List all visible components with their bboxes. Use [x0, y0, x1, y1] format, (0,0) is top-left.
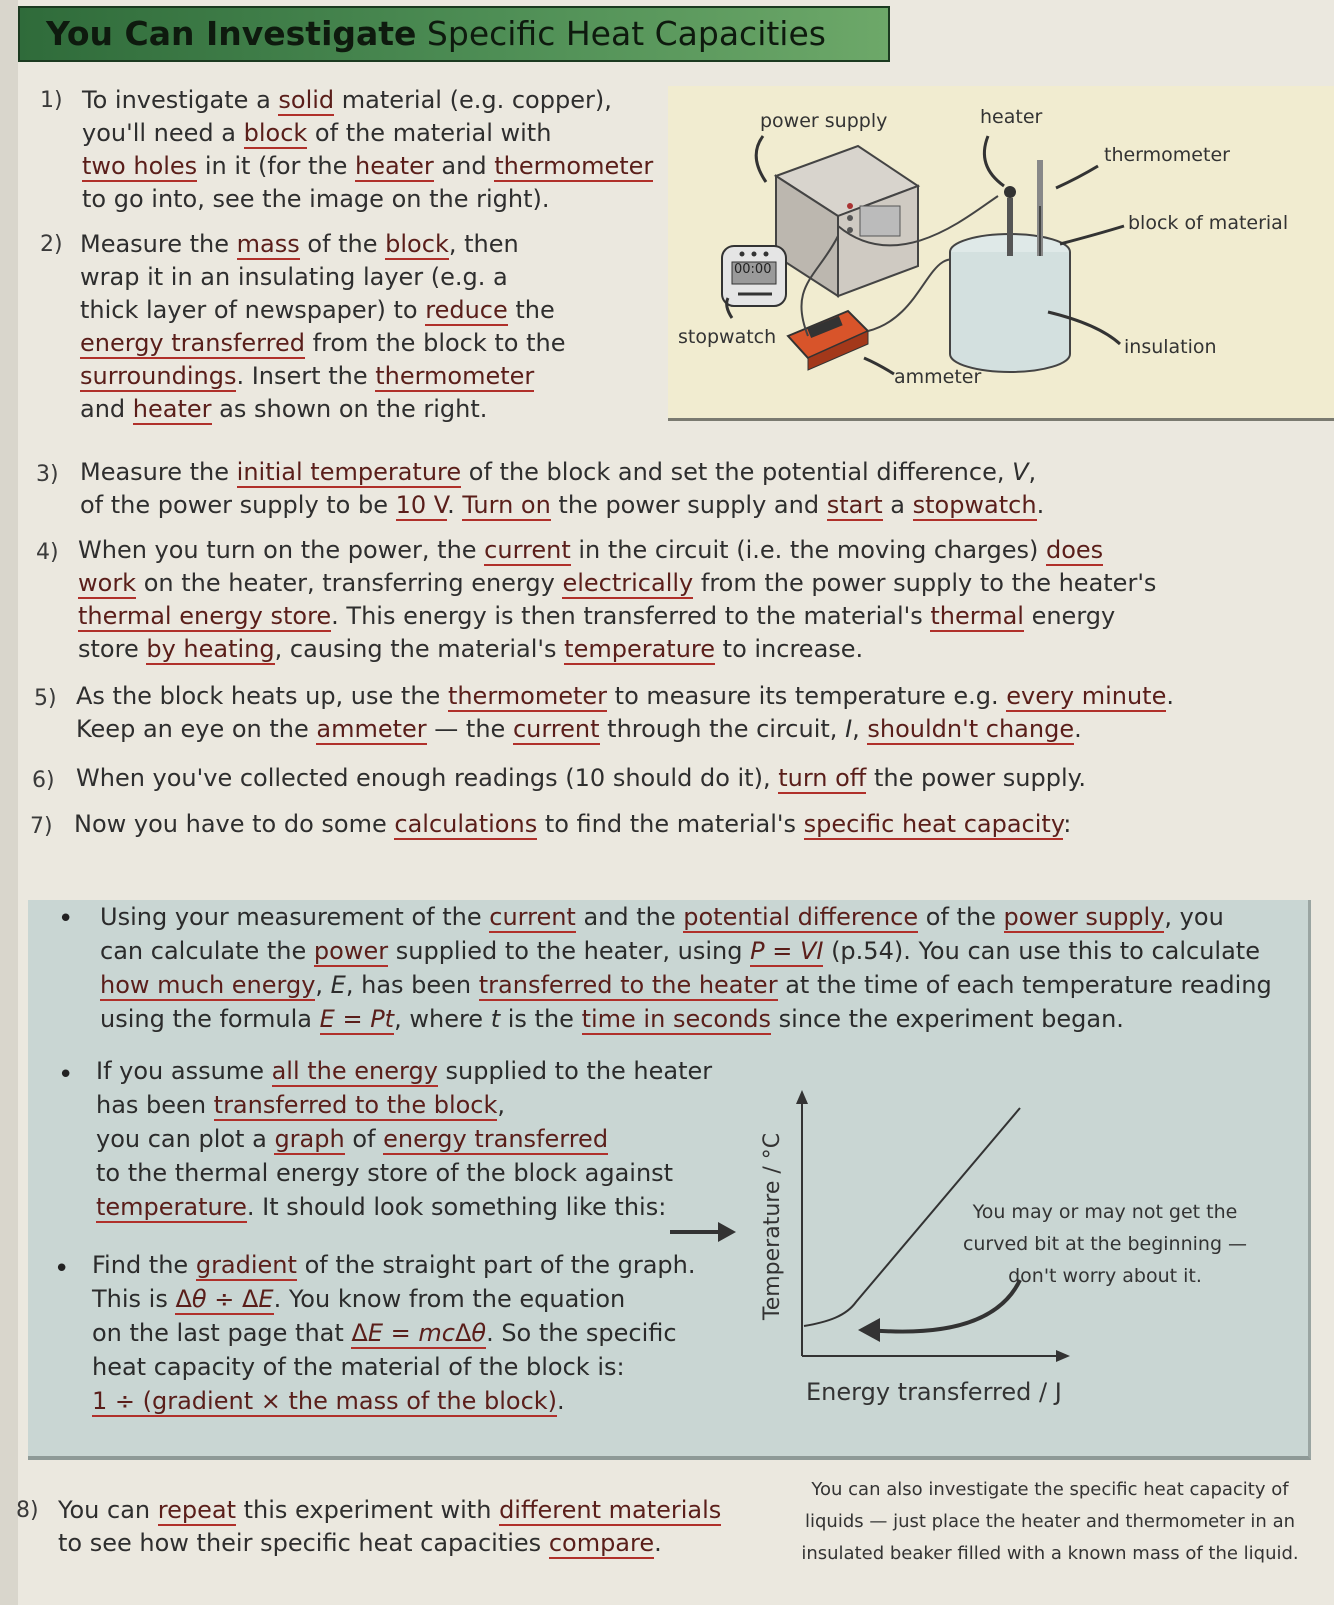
text-line: wrap it in an insulating layer (e.g. a	[80, 263, 508, 291]
bullet-1: •	[58, 904, 74, 934]
text-line: to see how their specific heat capacities compare.	[58, 1529, 662, 1557]
title-rest: Specific Heat Capacities	[416, 14, 826, 53]
graph-y-arrow	[796, 1090, 808, 1104]
text-line: Find the gradient of the straight part of the graph.	[92, 1251, 696, 1279]
text-line: to go into, see the image on the right).	[82, 185, 550, 213]
text-line: insulated beaker filled with a known mass of the liquid.	[801, 1543, 1299, 1564]
note-arrowhead	[858, 1318, 880, 1342]
step-1-number: 1)	[40, 88, 63, 113]
box-bullet-2-text	[96, 1054, 756, 1224]
stopwatch-display: 00:00	[734, 262, 772, 277]
text-line: Measure the mass of the block, then	[80, 230, 519, 258]
text-line: When you turn on the power, the current in the circuit (i.e. the moving charges) does	[78, 536, 1104, 564]
page-edge	[0, 0, 18, 1605]
text-line: As the block heats up, use the thermometer to measure its temperature e.g. every minute.	[76, 682, 1174, 710]
text-line: When you've collected enough readings (10 should do it), turn off the power supply.	[76, 764, 1087, 792]
text-line: Using your measurement of the current and the potential difference of the power supply, you	[100, 903, 1224, 931]
step-4-number: 4)	[36, 540, 59, 565]
side-note	[770, 1474, 1330, 1570]
step-5-text	[76, 680, 1306, 746]
text-line: surroundings. Insert the thermometer	[80, 362, 535, 390]
step-3-number: 3)	[36, 462, 59, 487]
text-line: of the power supply to be 10 V. Turn on the power supply and start a stopwatch.	[80, 491, 1045, 519]
text-line: energy transferred from the block to the	[80, 329, 566, 357]
label-ammeter: ammeter	[894, 366, 982, 388]
text-line: Measure the initial temperature of the block and set the potential difference, V,	[80, 458, 1037, 486]
text-line: on the last page that ΔE = mcΔθ. So the specific	[92, 1319, 677, 1347]
step-2-text	[80, 228, 660, 426]
graph-note	[950, 1196, 1260, 1292]
text-line: thick layer of newspaper) to reduce the	[80, 296, 555, 324]
text-line: and heater as shown on the right.	[80, 395, 488, 423]
text-line: two holes in it (for the heater and thermometer	[82, 152, 654, 180]
text-line: You can repeat this experiment with different materials	[58, 1496, 722, 1524]
text-line: You may or may not get the	[972, 1201, 1238, 1223]
step-8-number: 8)	[16, 1498, 39, 1523]
apparatus-diagram	[668, 86, 1334, 420]
text-line: To investigate a solid material (e.g. copper),	[82, 86, 612, 114]
diagram-baseline	[668, 418, 1334, 421]
text-line: you'll need a block of the material with	[82, 119, 552, 147]
step-4-text	[78, 534, 1308, 666]
step-7-number: 7)	[30, 814, 53, 839]
graph-y-label: Temperature / °C	[760, 1132, 785, 1320]
text-line: using the formula E = Pt, where t is the time in seconds since the experiment began.	[100, 1005, 1124, 1033]
text-line: work on the heater, transferring energy electrically from the power supply to the heater's	[78, 569, 1157, 597]
title-bar	[18, 6, 890, 62]
text-line: This is Δθ ÷ ΔE. You know from the equation	[92, 1285, 626, 1313]
graph-x-label: Energy transferred / J	[806, 1378, 1062, 1406]
graph-x-arrow	[1056, 1350, 1070, 1362]
label-stopwatch: stopwatch	[678, 326, 777, 348]
text-line: temperature. It should look something like this:	[96, 1193, 667, 1221]
text-line: how much energy, E, has been transferred to the heater at the time of each temperature reading	[100, 971, 1272, 999]
step-2-number: 2)	[40, 232, 63, 257]
text-line: thermal energy store. This energy is then transferred to the material's thermal energy	[78, 602, 1116, 630]
step-1-text	[82, 84, 662, 216]
step-5-number: 5)	[34, 686, 57, 711]
text-line: don't worry about it.	[1008, 1265, 1202, 1287]
box-bullet-1-text	[100, 900, 1290, 1036]
text-line: Keep an eye on the ammeter — the current through the circuit, I, shouldn't change.	[76, 715, 1082, 743]
box-bullet-3-text	[92, 1248, 732, 1418]
text-line: If you assume all the energy supplied to the heater	[96, 1057, 713, 1085]
text-line: 1 ÷ (gradient × the mass of the block).	[92, 1387, 565, 1415]
label-power-supply: power supply	[760, 110, 888, 132]
text-line: heat capacity of the material of the block is:	[92, 1353, 625, 1381]
step-3-text	[80, 456, 1300, 522]
apparatus-svg	[668, 86, 1334, 420]
text-line: You can also investigate the specific heat capacity of	[811, 1479, 1289, 1500]
label-heater: heater	[980, 106, 1043, 128]
page-title	[46, 14, 826, 53]
label-block-of-material: block of material	[1128, 212, 1289, 234]
bullet-2: •	[58, 1060, 74, 1090]
title-bold: You Can Investigate	[46, 14, 417, 53]
text-line: you can plot a graph of energy transferred	[96, 1125, 609, 1153]
text-line: Now you have to do some calculations to find the material's specific heat capacity:	[74, 810, 1072, 838]
text-line: has been transferred to the block,	[96, 1091, 506, 1119]
text-line: store by heating, causing the material's temperature to increase.	[78, 635, 864, 663]
bullet-3: •	[54, 1254, 70, 1284]
text-line: liquids — just place the heater and thermometer in an	[804, 1511, 1296, 1532]
text-line: curved bit at the beginning —	[962, 1233, 1248, 1255]
step-6-number: 6)	[32, 768, 55, 793]
step-6-text	[76, 762, 1306, 795]
arrow-to-graph-icon	[668, 1220, 738, 1244]
step-7-text	[74, 808, 1304, 841]
text-line: to the thermal energy store of the block against	[96, 1159, 674, 1187]
label-insulation: insulation	[1124, 336, 1217, 358]
text-line: can calculate the power supplied to the heater, using P = VI (p.54). You can use this to calculate	[100, 937, 1260, 965]
step-8-text	[58, 1494, 758, 1560]
calculation-box	[28, 900, 1311, 1460]
label-thermometer: thermometer	[1104, 144, 1230, 166]
